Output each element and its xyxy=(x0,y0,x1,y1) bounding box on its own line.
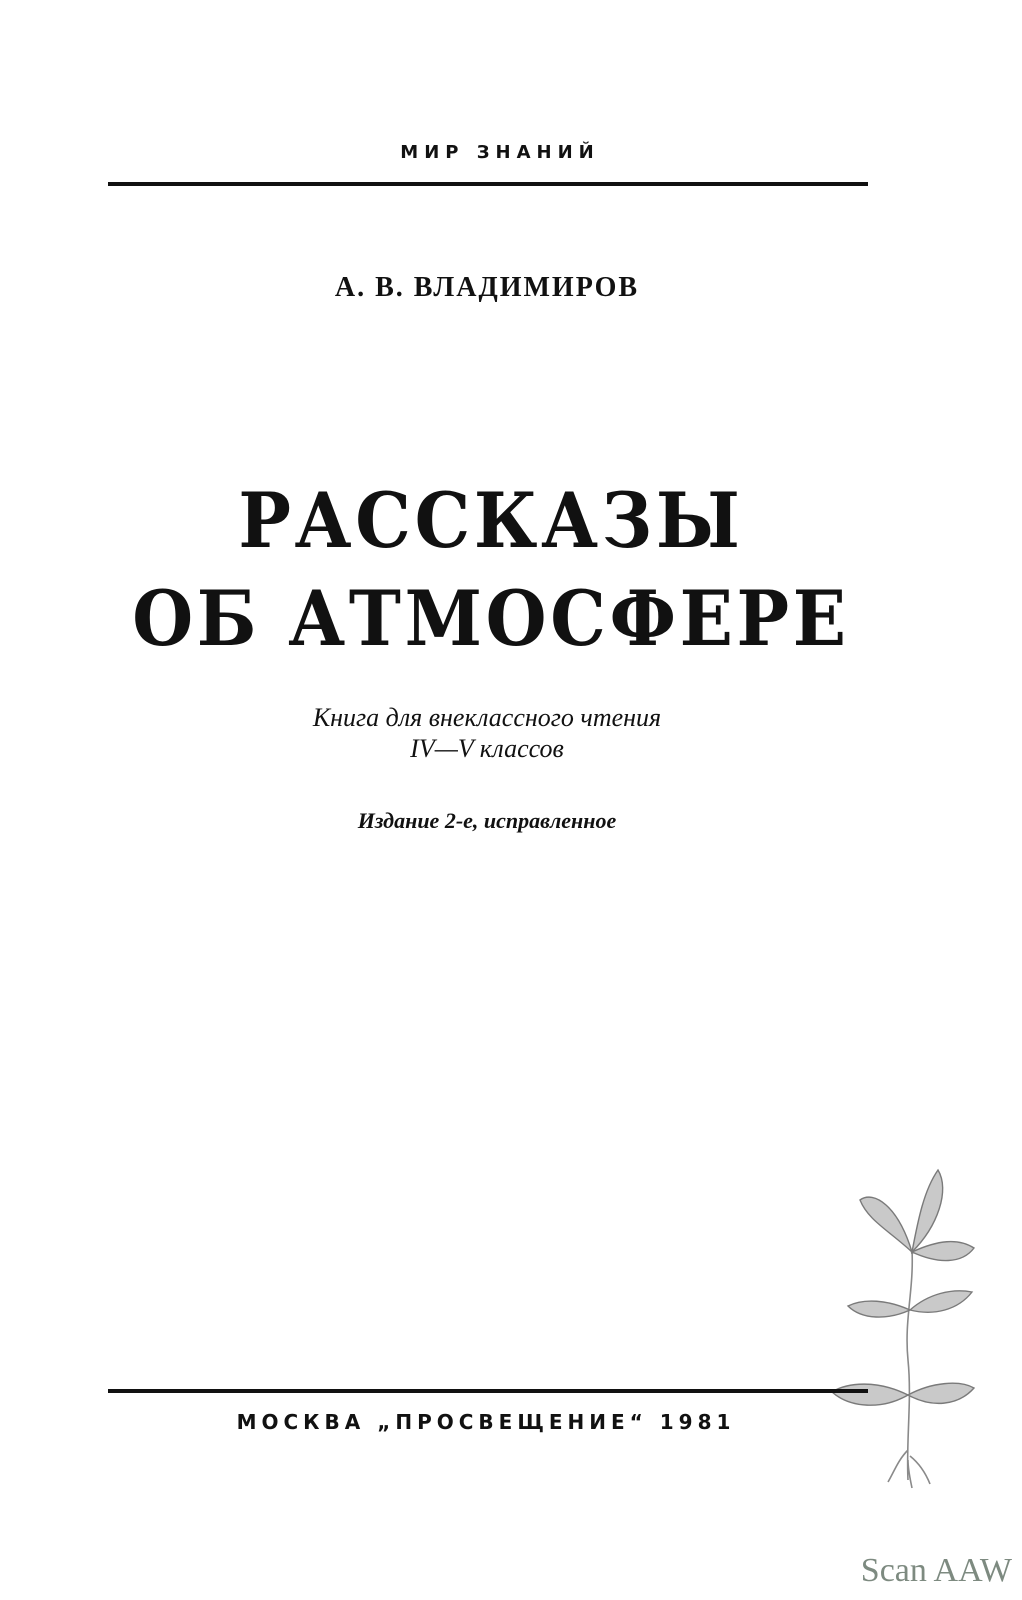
book-title-line-1: РАССКАЗЫ xyxy=(238,476,744,565)
author-name: А. В. ВЛАДИМИРОВ xyxy=(334,272,640,303)
series-name: МИР ЗНАНИЙ xyxy=(400,142,600,163)
subtitle-line-1: Книга для внеклассного чтения xyxy=(312,703,662,732)
publisher-imprint: МОСКВА „ПРОСВЕЩЕНИЕ“ 1981 xyxy=(236,1410,736,1434)
top-rule xyxy=(108,182,868,186)
subtitle-line-2: IV—V классов xyxy=(410,734,564,763)
scan-watermark: Scan AAW xyxy=(860,1552,1012,1589)
plant-sprout-icon xyxy=(828,1160,978,1490)
book-title-line-2: ОБ АТМОСФЕРЕ xyxy=(132,574,850,663)
bottom-rule xyxy=(108,1389,868,1393)
edition-note: Издание 2-е, исправленное xyxy=(357,808,617,833)
